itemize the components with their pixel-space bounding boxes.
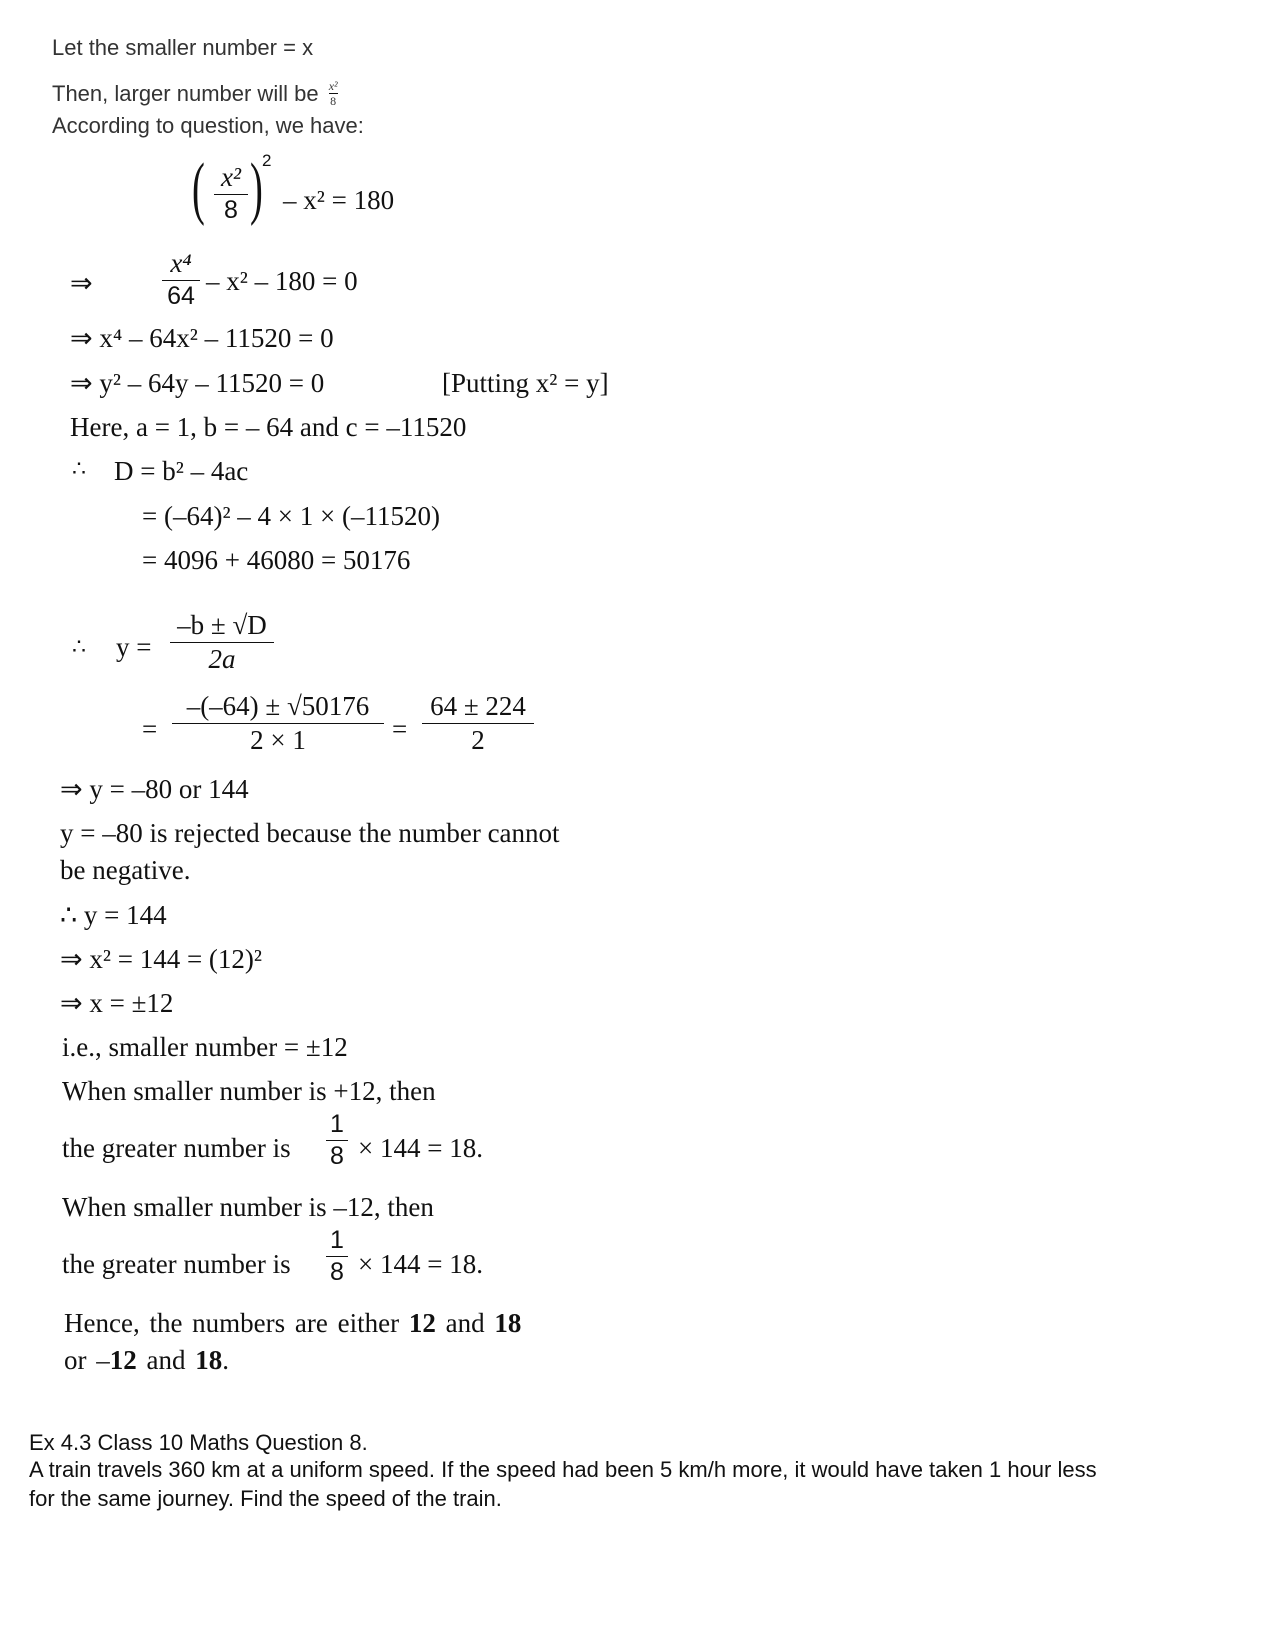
quad-fraction bbox=[170, 612, 274, 673]
quad-numerator-3: 64 ± 224 bbox=[430, 691, 526, 721]
therefore-symbol-2: ∴ bbox=[72, 634, 86, 659]
conclusion-text-2: and bbox=[435, 1308, 495, 1338]
conclusion-text-3: or – bbox=[64, 1345, 110, 1375]
case-positive: When smaller number is +12, then bbox=[62, 1076, 436, 1106]
left-paren: ( bbox=[192, 150, 205, 227]
intro-fraction bbox=[329, 80, 338, 107]
intro-fraction-denominator: 8 bbox=[330, 94, 337, 108]
case-negative: When smaller number is –12, then bbox=[62, 1192, 434, 1222]
quad-fraction-3 bbox=[422, 693, 534, 754]
smaller-number: i.e., smaller number = ±12 bbox=[62, 1032, 348, 1062]
intro-fraction-numerator: x² bbox=[328, 79, 338, 93]
quad-eq-sign-2: = bbox=[392, 714, 408, 744]
conclusion-text-4: and bbox=[136, 1345, 196, 1375]
coefficients: Here, a = 1, b = – 64 and c = –11520 bbox=[70, 412, 467, 442]
greater-number-2-text: the greater number is bbox=[62, 1249, 291, 1279]
quad-fraction-2 bbox=[172, 693, 384, 754]
greater-number-1-denominator: 8 bbox=[330, 1142, 344, 1170]
quad-denominator-2: 2 × 1 bbox=[250, 725, 306, 755]
conclusion-line-2 bbox=[64, 1347, 229, 1374]
conclusion-value-neg-12: 12 bbox=[109, 1345, 137, 1375]
eq1-exponent: 2 bbox=[262, 151, 272, 170]
intro-line-1: Let the smaller number = x bbox=[52, 35, 314, 60]
greater-number-2-fraction bbox=[326, 1228, 348, 1285]
quad-numerator-2: –(–64) ± √50176 bbox=[186, 691, 370, 721]
eq1-fraction bbox=[214, 164, 248, 223]
solution-roots: ⇒ y = –80 or 144 bbox=[60, 774, 249, 804]
discriminant-substitution: = (–64)² – 4 × 1 × (–11520) bbox=[142, 501, 440, 531]
conclusion-text-1: Hence, the numbers are either bbox=[64, 1308, 409, 1338]
solution-y: ∴ y = 144 bbox=[60, 900, 167, 930]
quad-denominator: 2a bbox=[208, 644, 236, 674]
solution-reject-1: y = –80 is rejected because the number cannot bbox=[60, 818, 560, 848]
greater-number-2-denominator: 8 bbox=[330, 1258, 344, 1286]
intro-line-2-text: Then, larger number will be bbox=[52, 81, 319, 106]
conclusion-value-12: 12 bbox=[408, 1308, 436, 1338]
eq2-arrow: ⇒ bbox=[70, 268, 93, 298]
greater-number-1-numerator: 1 bbox=[330, 1110, 344, 1138]
conclusion-line-1 bbox=[64, 1310, 521, 1337]
intro-line-3: According to question, we have: bbox=[52, 113, 364, 138]
eq2-numerator: x⁴ bbox=[170, 248, 192, 278]
therefore-symbol: ∴ bbox=[72, 456, 86, 481]
discriminant-value: = 4096 + 46080 = 50176 bbox=[142, 545, 411, 575]
right-paren: ) bbox=[250, 150, 263, 227]
solution-x-squared: ⇒ x² = 144 = (12)² bbox=[60, 944, 262, 974]
greater-number-1-result: × 144 = 18. bbox=[358, 1133, 483, 1163]
eq2-fraction bbox=[162, 250, 200, 309]
greater-number-2-result: × 144 = 18. bbox=[358, 1249, 483, 1279]
eq1-rest: – x² = 180 bbox=[283, 185, 395, 215]
eq2-denominator: 64 bbox=[167, 282, 195, 310]
solution-x: ⇒ x = ±12 bbox=[60, 988, 174, 1018]
question-title: Ex 4.3 Class 10 Maths Question 8. bbox=[29, 1430, 368, 1455]
quad-denominator-3: 2 bbox=[471, 725, 485, 755]
equation-3: ⇒ x⁴ – 64x² – 11520 = 0 bbox=[70, 323, 334, 353]
greater-number-1-text: the greater number is bbox=[62, 1133, 291, 1163]
eq1-denominator: 8 bbox=[224, 196, 238, 224]
question-text: A train travels 360 km at a uniform speed. If the speed had been 5 km/h more, it would have taken 1 hour less for the same journey. Find the speed of the train. bbox=[29, 1457, 1097, 1511]
conclusion-value-18-b: 18 bbox=[195, 1345, 223, 1375]
substitution-note: [Putting x² = y] bbox=[442, 368, 609, 398]
discriminant-formula: D = b² – 4ac bbox=[114, 456, 249, 486]
conclusion-value-18: 18 bbox=[494, 1308, 522, 1338]
solution-reject-2: be negative. bbox=[60, 855, 191, 885]
quad-lhs: y = bbox=[116, 632, 152, 662]
quad-numerator: –b ± √D bbox=[177, 610, 267, 640]
greater-number-1-fraction bbox=[326, 1112, 348, 1169]
quad-eq-sign: = bbox=[142, 714, 158, 744]
intro-line-2 bbox=[52, 76, 338, 108]
greater-number-2-numerator: 1 bbox=[330, 1226, 344, 1254]
eq1-numerator: x² bbox=[220, 162, 242, 192]
conclusion-period: . bbox=[222, 1345, 229, 1375]
eq2-rest: – x² – 180 = 0 bbox=[206, 266, 358, 296]
equation-4: ⇒ y² – 64y – 11520 = 0 bbox=[70, 368, 325, 398]
